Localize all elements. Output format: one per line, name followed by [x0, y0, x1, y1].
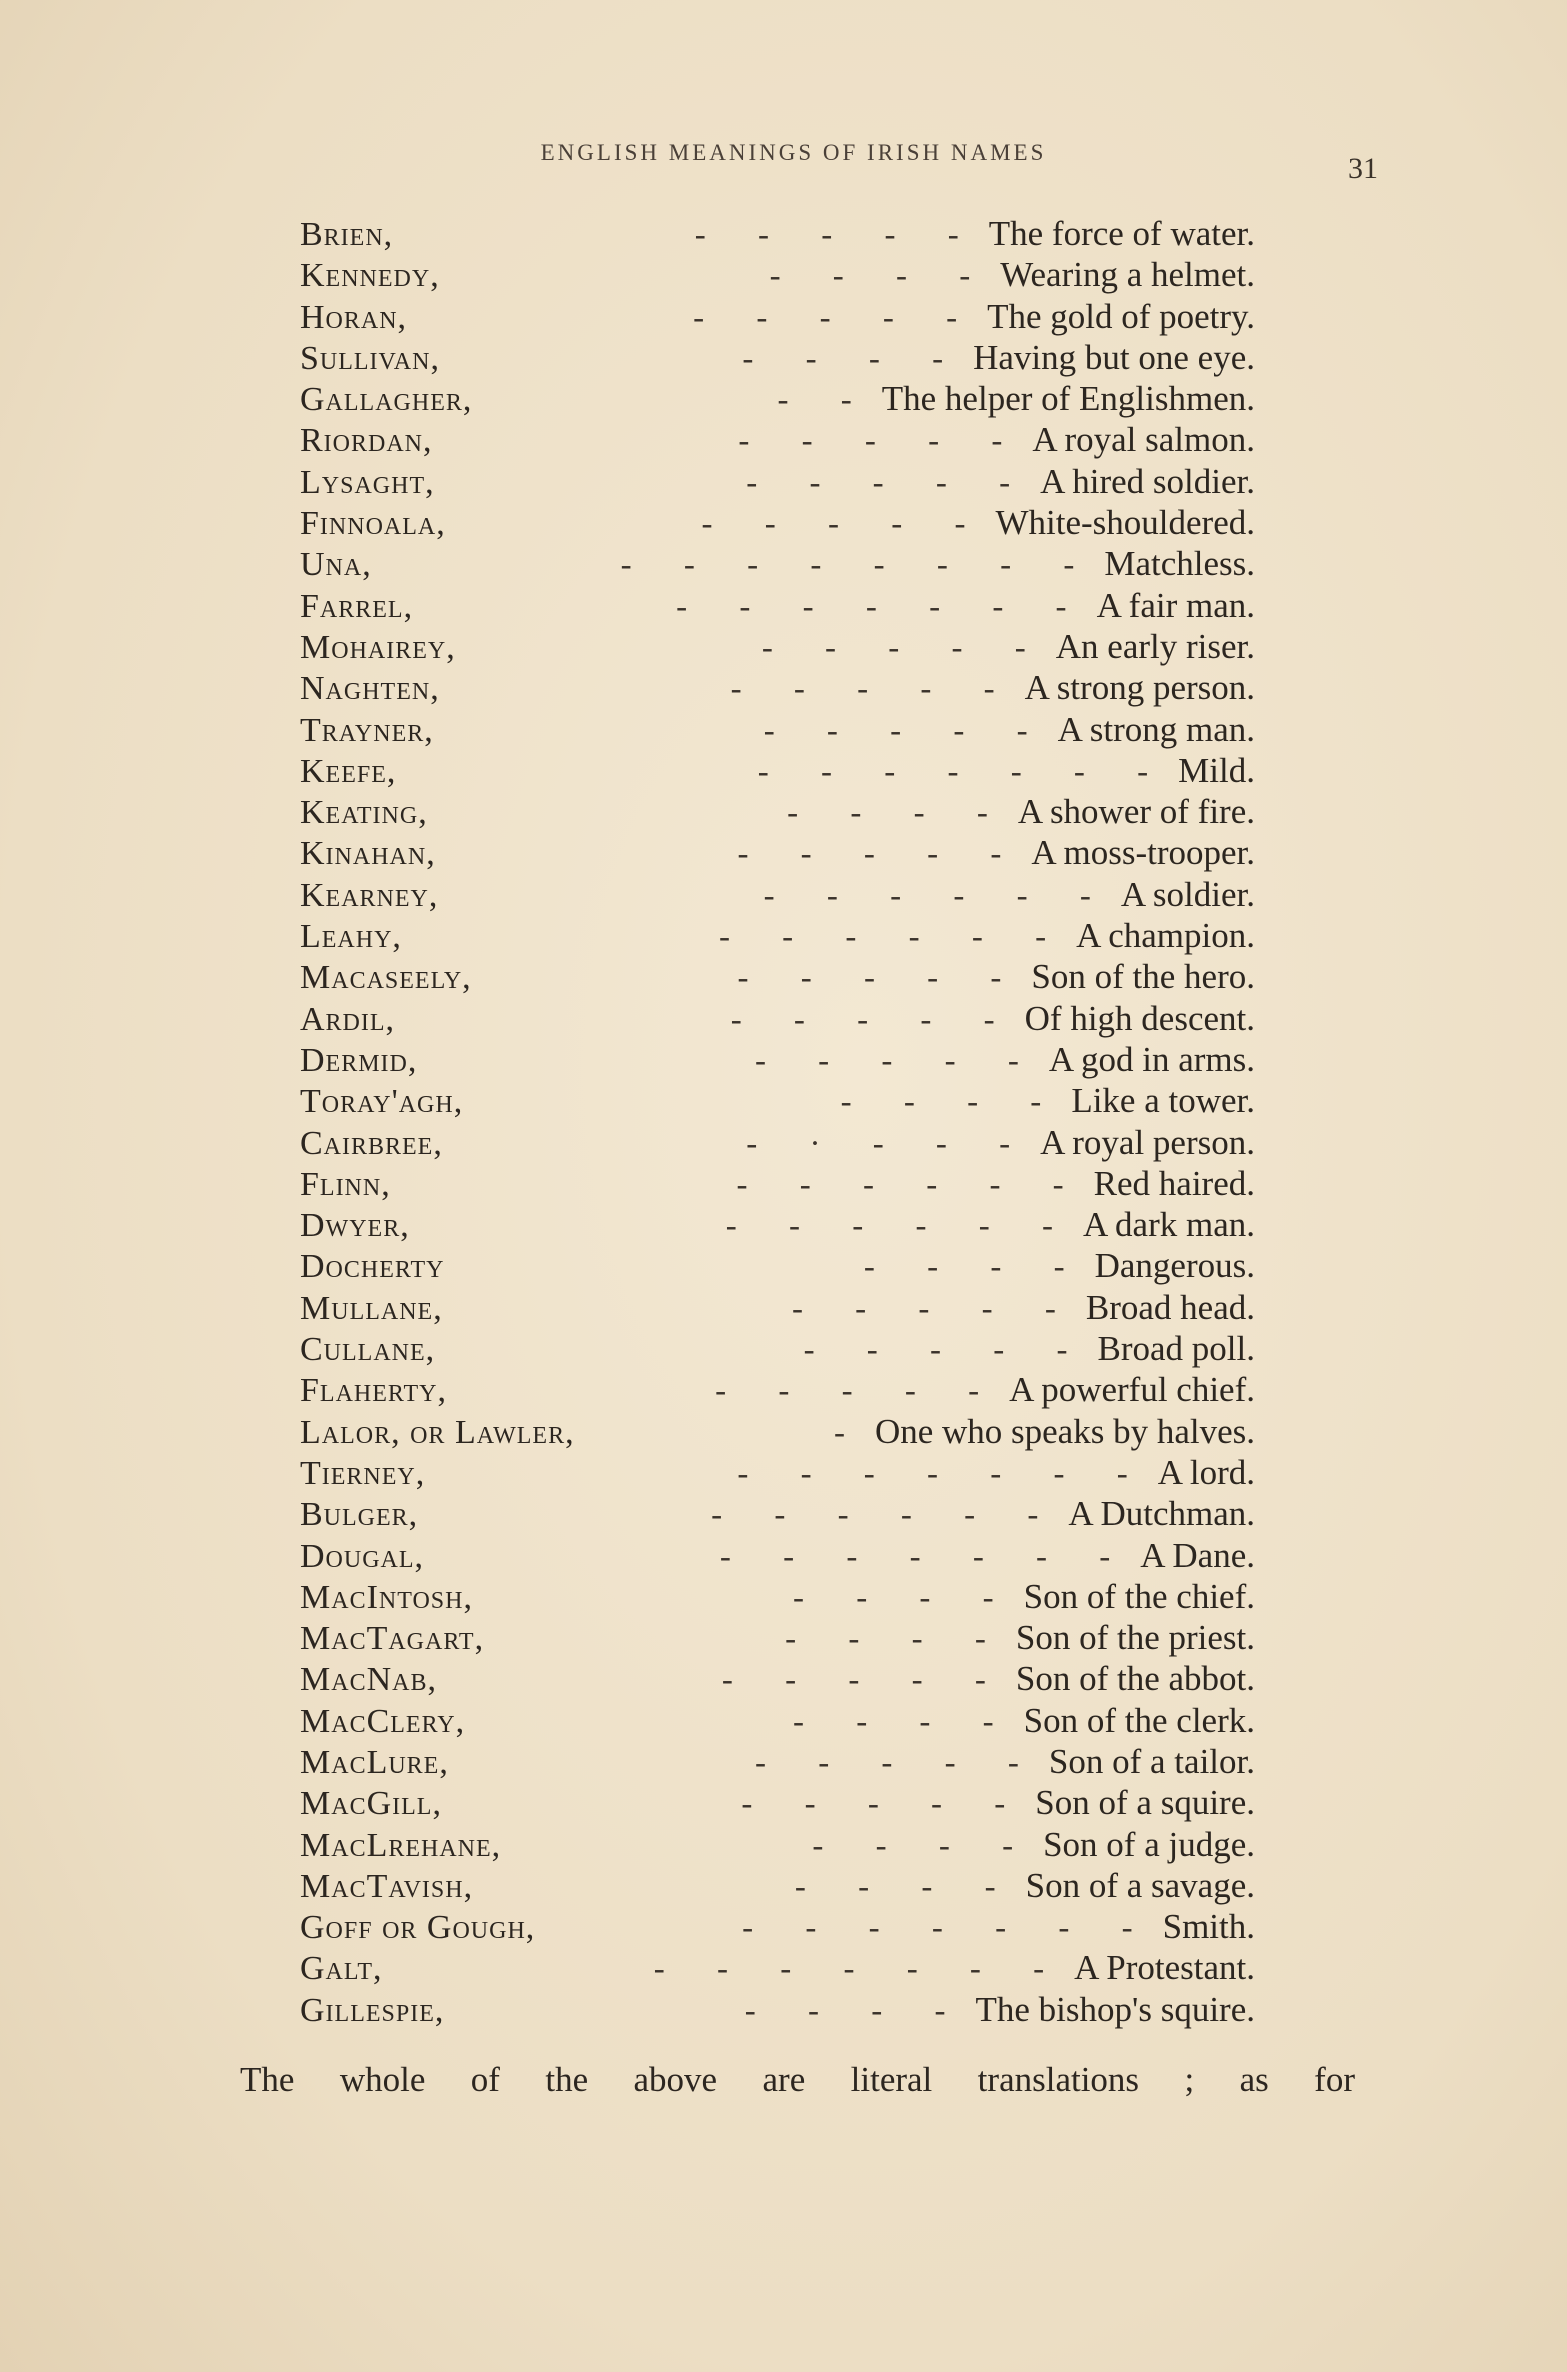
surname: Trayner, — [300, 711, 434, 749]
list-item — [300, 1163, 1255, 1204]
list-item — [300, 1122, 1255, 1163]
dash-leader: - - - - - - — [711, 1497, 1061, 1534]
dash-leader: - - - - - - - — [719, 1538, 1133, 1575]
closing-paragraph-line: The whole of the above are literal translations ; as for — [240, 2060, 1355, 2099]
surname: Finnoala, — [300, 505, 446, 543]
surname: Mohairey, — [300, 628, 456, 666]
english-meaning: A lord. — [1157, 1452, 1255, 1492]
english-meaning: Broad poll. — [1097, 1329, 1255, 1369]
list-item — [300, 1576, 1255, 1617]
english-meaning: A powerful chief. — [1009, 1370, 1255, 1410]
surname: MacGill, — [300, 1785, 442, 1823]
english-meaning: Having but one eye. — [973, 337, 1255, 377]
list-item — [300, 1989, 1255, 2030]
english-meaning: A strong man. — [1057, 709, 1255, 749]
english-meaning: The force of water. — [988, 214, 1255, 253]
surname: MacLure, — [300, 1743, 449, 1781]
surname: Dwyer, — [300, 1207, 410, 1245]
dash-leader: - - - - — [863, 1249, 1087, 1286]
english-meaning: A dark man. — [1082, 1205, 1255, 1245]
list-item — [300, 998, 1255, 1039]
english-meaning: Like a tower. — [1071, 1081, 1255, 1121]
list-item — [300, 791, 1255, 832]
dash-leader: - - - - - — [763, 712, 1050, 749]
surname: Ardil, — [300, 1000, 396, 1038]
dash-leader: - - - - — [794, 1868, 1018, 1905]
dash-leader: - - - - — [769, 258, 993, 295]
surname: Riordan, — [300, 422, 433, 460]
list-item — [300, 1204, 1255, 1245]
surname: Horan, — [300, 298, 408, 336]
surname: Lysaght, — [300, 463, 435, 501]
dash-leader: - - - - - - — [736, 1166, 1086, 1203]
list-item — [300, 1947, 1255, 1988]
english-meaning: A soldier. — [1120, 874, 1255, 914]
list-item — [300, 419, 1255, 460]
english-meaning: Mild. — [1178, 750, 1255, 790]
english-meaning: A fair man. — [1096, 585, 1255, 625]
dash-leader: - - - - — [787, 795, 1010, 832]
surname: Flinn, — [300, 1165, 391, 1203]
surname: Galt, — [300, 1950, 383, 1988]
dash-leader: - - - - - — [741, 1786, 1028, 1823]
dash-leader: - - - - - — [754, 1042, 1041, 1079]
surname: Keating, — [300, 794, 428, 832]
list-item — [300, 709, 1255, 750]
list-item — [300, 1535, 1255, 1576]
english-meaning: Matchless. — [1104, 544, 1255, 584]
surname: Goff or Gough, — [300, 1909, 536, 1947]
list-item — [300, 1287, 1255, 1328]
english-meaning: A god in arms. — [1048, 1039, 1255, 1079]
dash-leader: - - — [777, 382, 874, 419]
list-item — [300, 461, 1255, 502]
english-meaning: A shower of fire. — [1017, 792, 1255, 832]
list-item — [300, 337, 1255, 378]
dash-leader: - - - - - — [803, 1332, 1090, 1369]
dash-leader: - - - - - - - — [653, 1951, 1067, 1988]
dash-leader: - - - - - - - — [676, 588, 1089, 625]
surname: Cullane, — [300, 1331, 436, 1369]
english-meaning: A Dutchman. — [1068, 1494, 1255, 1534]
english-meaning: White-shouldered. — [995, 503, 1255, 543]
running-head — [0, 140, 1567, 166]
list-item — [300, 254, 1255, 295]
surname: Flaherty, — [300, 1372, 447, 1410]
english-meaning: A strong person. — [1024, 668, 1255, 708]
surname: Dougal, — [300, 1537, 425, 1575]
surname: Cairbree, — [300, 1124, 443, 1162]
list-item — [300, 213, 1255, 254]
surname: Gallagher, — [300, 381, 473, 419]
dash-leader: - - - - — [742, 340, 966, 377]
surname: Una, — [300, 546, 372, 584]
dash-leader: - - - - - — [791, 1290, 1078, 1327]
dash-leader: - - - - - - - — [757, 753, 1171, 790]
surname: Farrel, — [300, 587, 414, 625]
list-item — [300, 1452, 1255, 1493]
surname: Keefe, — [300, 752, 397, 790]
surname: Dermid, — [300, 1041, 418, 1079]
english-meaning: Son of the clerk. — [1023, 1700, 1255, 1740]
english-meaning: A Protestant. — [1074, 1948, 1255, 1988]
list-item — [300, 1782, 1255, 1823]
surname: Gillespie, — [300, 1991, 445, 2029]
surname: Docherty — [300, 1248, 445, 1286]
list-item — [300, 1369, 1255, 1410]
english-meaning: The bishop's squire. — [975, 1989, 1255, 2029]
dash-leader: - - - - — [744, 1992, 968, 2029]
dash-leader: - - - - - — [701, 506, 988, 543]
dash-leader: - - - - - — [730, 671, 1017, 708]
surname: MacIntosh, — [300, 1578, 473, 1616]
english-meaning: A Dane. — [1140, 1535, 1255, 1575]
surname: Kearney, — [300, 876, 439, 914]
list-item — [300, 296, 1255, 337]
list-item — [300, 956, 1255, 997]
dash-leader: - - - - - - - - — [620, 547, 1097, 584]
surname: MacClery, — [300, 1702, 466, 1740]
surname: Tierney, — [300, 1454, 426, 1492]
english-meaning: Son of a savage. — [1025, 1865, 1255, 1905]
list-item — [300, 667, 1255, 708]
surname: MacLrehane, — [300, 1826, 502, 1864]
dash-leader: - - - - — [792, 1579, 1016, 1616]
english-meaning: Son of the hero. — [1031, 957, 1255, 997]
surname: Macaseely, — [300, 959, 472, 997]
dash-leader: - · - - - — [746, 1125, 1033, 1162]
surname: Bulger, — [300, 1496, 419, 1534]
english-meaning: Son of the chief. — [1023, 1576, 1255, 1616]
dash-leader: - - - - - — [754, 1744, 1041, 1781]
english-meaning: Smith. — [1162, 1907, 1255, 1947]
surname: Kinahan, — [300, 835, 436, 873]
surname: Naghten, — [300, 670, 440, 708]
list-item — [300, 1700, 1255, 1741]
list-item — [300, 1493, 1255, 1534]
surname: Lalor, or Lawler, — [300, 1413, 575, 1451]
list-item — [300, 502, 1255, 543]
list-item — [300, 1906, 1255, 1947]
dash-leader: - - - - - - — [718, 919, 1069, 956]
list-item — [300, 1741, 1255, 1782]
english-meaning: Of high descent. — [1024, 998, 1255, 1038]
page-number: 31 — [1348, 152, 1378, 185]
english-meaning: A moss-trooper. — [1031, 833, 1255, 873]
dash-leader: - - - - - — [715, 1373, 1002, 1410]
list-item — [300, 378, 1255, 419]
list-item — [300, 1080, 1255, 1121]
list-item — [300, 1245, 1255, 1286]
dash-leader: - - - - - — [737, 960, 1024, 997]
dash-leader: - - - - — [785, 1621, 1008, 1658]
dash-leader: - - - - - — [693, 299, 980, 336]
list-item — [300, 874, 1255, 915]
running-title: ENGLISH MEANINGS OF IRISH NAMES — [540, 140, 1047, 165]
dash-leader: - - - - - - - — [742, 1910, 1155, 1947]
dash-leader: - - - - - - - — [737, 1455, 1150, 1492]
dash-leader: - — [833, 1414, 867, 1451]
english-meaning: A champion. — [1076, 916, 1255, 956]
english-meaning: A hired soldier. — [1040, 461, 1255, 501]
list-item — [300, 1824, 1255, 1865]
surname: Brien, — [300, 216, 394, 253]
dash-leader: - - - - - - — [725, 1208, 1075, 1245]
english-meaning: An early riser. — [1055, 626, 1255, 666]
dash-leader: - - - - — [792, 1703, 1016, 1740]
english-meaning: Son of a tailor. — [1048, 1741, 1255, 1781]
dash-leader: - - - - — [840, 1084, 1064, 1121]
dash-leader: - - - - — [812, 1827, 1036, 1864]
surname: MacTavish, — [300, 1867, 474, 1905]
english-meaning: Red haired. — [1093, 1163, 1255, 1203]
english-meaning: The helper of Englishmen. — [881, 379, 1255, 419]
list-item — [300, 585, 1255, 626]
list-item — [300, 1617, 1255, 1658]
dash-leader: - - - - - — [738, 423, 1025, 460]
list-item — [300, 626, 1255, 667]
english-meaning: Broad head. — [1085, 1287, 1255, 1327]
list-item — [300, 1658, 1255, 1699]
english-meaning: Wearing a helmet. — [1000, 255, 1255, 295]
dash-leader: - - - - - — [761, 629, 1048, 666]
english-meaning: Son of a judge. — [1043, 1824, 1255, 1864]
english-meaning: One who speaks by halves. — [874, 1411, 1255, 1451]
dash-leader: - - - - - — [746, 464, 1033, 501]
surname: MacNab, — [300, 1661, 437, 1699]
name-meaning-list — [300, 213, 1255, 2030]
list-item — [300, 915, 1255, 956]
surname: MacTagart, — [300, 1620, 485, 1658]
dash-leader: - - - - - - — [763, 877, 1113, 914]
list-item — [300, 1328, 1255, 1369]
english-meaning: A royal person. — [1040, 1122, 1255, 1162]
english-meaning: Son of a squire. — [1035, 1783, 1255, 1823]
list-item — [300, 1039, 1255, 1080]
surname: Mullane, — [300, 1289, 443, 1327]
surname: Sullivan, — [300, 339, 440, 377]
list-item — [300, 832, 1255, 873]
list-item — [300, 1411, 1255, 1452]
list-item — [300, 1865, 1255, 1906]
english-meaning: Son of the abbot. — [1015, 1659, 1255, 1699]
english-meaning: The gold of poetry. — [987, 296, 1255, 336]
surname: Leahy, — [300, 918, 402, 956]
dash-leader: - - - - - — [737, 836, 1024, 873]
english-meaning: A royal salmon. — [1032, 420, 1255, 460]
list-item — [300, 750, 1255, 791]
dash-leader: - - - - - — [730, 1001, 1017, 1038]
dash-leader: - - - - - — [721, 1662, 1008, 1699]
dash-leader: - - - - - — [694, 217, 981, 253]
english-meaning: Son of the priest. — [1015, 1618, 1255, 1658]
english-meaning: Dangerous. — [1094, 1246, 1255, 1286]
surname: Toray'agh, — [300, 1083, 464, 1121]
list-item — [300, 543, 1255, 584]
surname: Kennedy, — [300, 257, 440, 295]
